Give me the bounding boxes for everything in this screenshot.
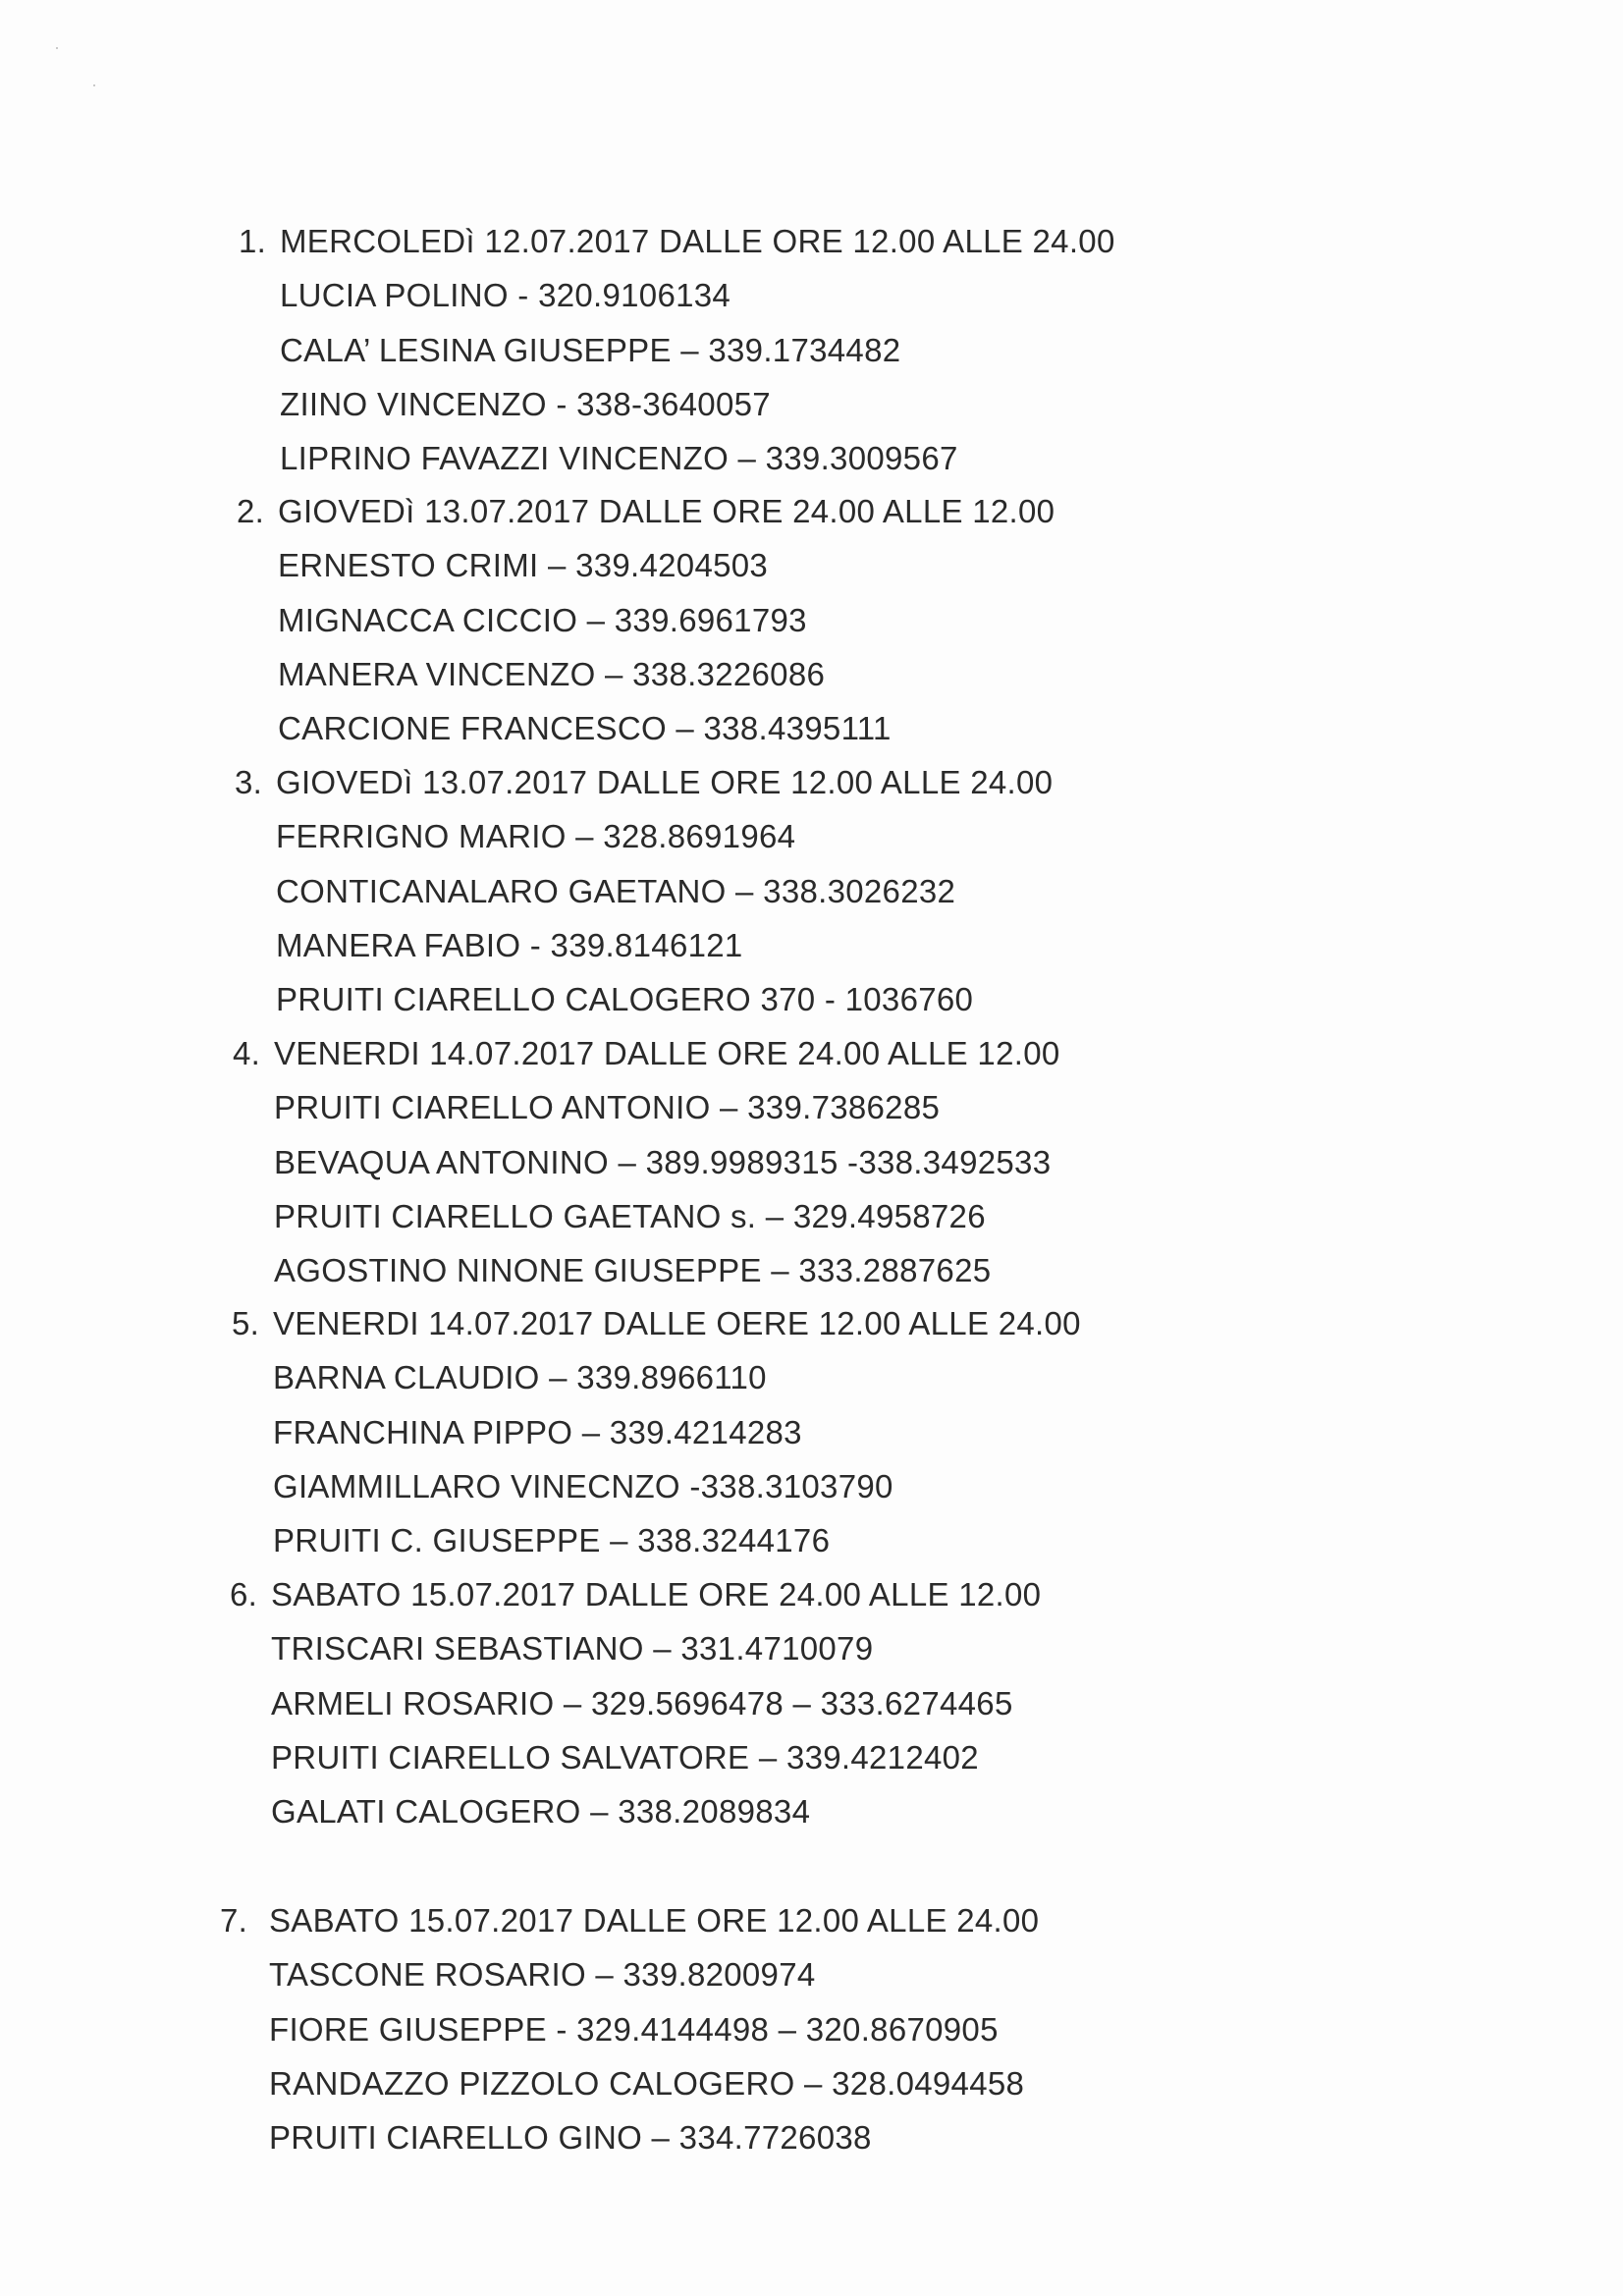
shift-number: 1. [239, 223, 267, 259]
shift-date-time: VENERDI 14.07.2017 DALLE OERE 12.00 ALLE 24.00 [273, 1305, 1081, 1341]
person-name-phone: MANERA FABIO - 339.8146121 [276, 927, 743, 963]
person-name-phone: PRUITI CIARELLO SALVATORE – 339.4212402 [271, 1739, 979, 1776]
person-name-phone: PRUITI CIARELLO ANTONIO – 339.7386285 [274, 1089, 941, 1125]
person-name-phone: RANDAZZO PIZZOLO CALOGERO – 328.0494458 [269, 2065, 1025, 2102]
shift-date-time: SABATO 15.07.2017 DALLE ORE 12.00 ALLE 24.00 [269, 1902, 1040, 1939]
shift-number: 7. [220, 1902, 248, 1939]
person-name-phone: ERNESTO CRIMI – 339.4204503 [278, 547, 769, 583]
shift-number: 4. [233, 1035, 261, 1071]
person-name-phone: CARCIONE FRANCESCO – 338.4395111 [278, 710, 892, 746]
shift-date-time: VENERDI 14.07.2017 DALLE ORE 24.00 ALLE 12.00 [274, 1035, 1060, 1071]
person-name-phone: FERRIGNO MARIO – 328.8691964 [276, 818, 796, 854]
person-name-phone: TRISCARI SEBASTIANO – 331.4710079 [271, 1630, 874, 1667]
person-name-phone: MIGNACCA CICCIO – 339.6961793 [278, 602, 807, 638]
person-name-phone: MANERA VINCENZO – 338.3226086 [278, 656, 826, 692]
person-name-phone: PRUITI CIARELLO GAETANO s. – 329.4958726 [274, 1198, 986, 1234]
person-name-phone: ZIINO VINCENZO - 338-3640057 [280, 386, 771, 422]
person-name-phone: ARMELI ROSARIO – 329.5696478 – 333.6274465 [271, 1685, 1013, 1722]
shift-number: 2. [237, 493, 265, 529]
person-name-phone: FRANCHINA PIPPO – 339.4214283 [273, 1414, 802, 1450]
shift-date-time: SABATO 15.07.2017 DALLE ORE 24.00 ALLE 12.00 [271, 1576, 1042, 1613]
shift-date-time: GIOVEDì 13.07.2017 DALLE ORE 24.00 ALLE 12.00 [278, 493, 1055, 529]
shift-number: 6. [230, 1576, 258, 1613]
person-name-phone: GALATI CALOGERO – 338.2089834 [271, 1793, 811, 1830]
shift-number: 3. [235, 764, 263, 800]
person-name-phone: TASCONE ROSARIO – 339.8200974 [269, 1956, 816, 1993]
shift-number: 5. [232, 1305, 260, 1341]
person-name-phone: CONTICANALARO GAETANO – 338.3026232 [276, 873, 956, 909]
person-name-phone: PRUITI CIARELLO CALOGERO 370 - 1036760 [276, 981, 974, 1017]
person-name-phone: BEVAQUA ANTONINO – 389.9989315 -338.3492533 [274, 1144, 1052, 1180]
shift-date-time: MERCOLEDì 12.07.2017 DALLE ORE 12.00 ALLE 24.00 [280, 223, 1115, 259]
person-name-phone: FIORE GIUSEPPE - 329.4144498 – 320.8670905 [269, 2011, 999, 2048]
person-name-phone: BARNA CLAUDIO – 339.8966110 [273, 1359, 767, 1395]
shift-date-time: GIOVEDì 13.07.2017 DALLE ORE 12.00 ALLE 24.00 [276, 764, 1054, 800]
person-name-phone: PRUITI CIARELLO GINO – 334.7726038 [269, 2119, 872, 2156]
person-name-phone: LUCIA POLINO - 320.9106134 [280, 277, 731, 313]
person-name-phone: AGOSTINO NINONE GIUSEPPE – 333.2887625 [274, 1252, 992, 1288]
person-name-phone: CALA’ LESINA GIUSEPPE – 339.1734482 [280, 332, 901, 368]
person-name-phone: GIAMMILLARO VINECNZO -338.3103790 [273, 1468, 893, 1504]
person-name-phone: LIPRINO FAVAZZI VINCENZO – 339.3009567 [280, 440, 958, 476]
person-name-phone: PRUITI C. GIUSEPPE – 338.3244176 [273, 1522, 831, 1558]
